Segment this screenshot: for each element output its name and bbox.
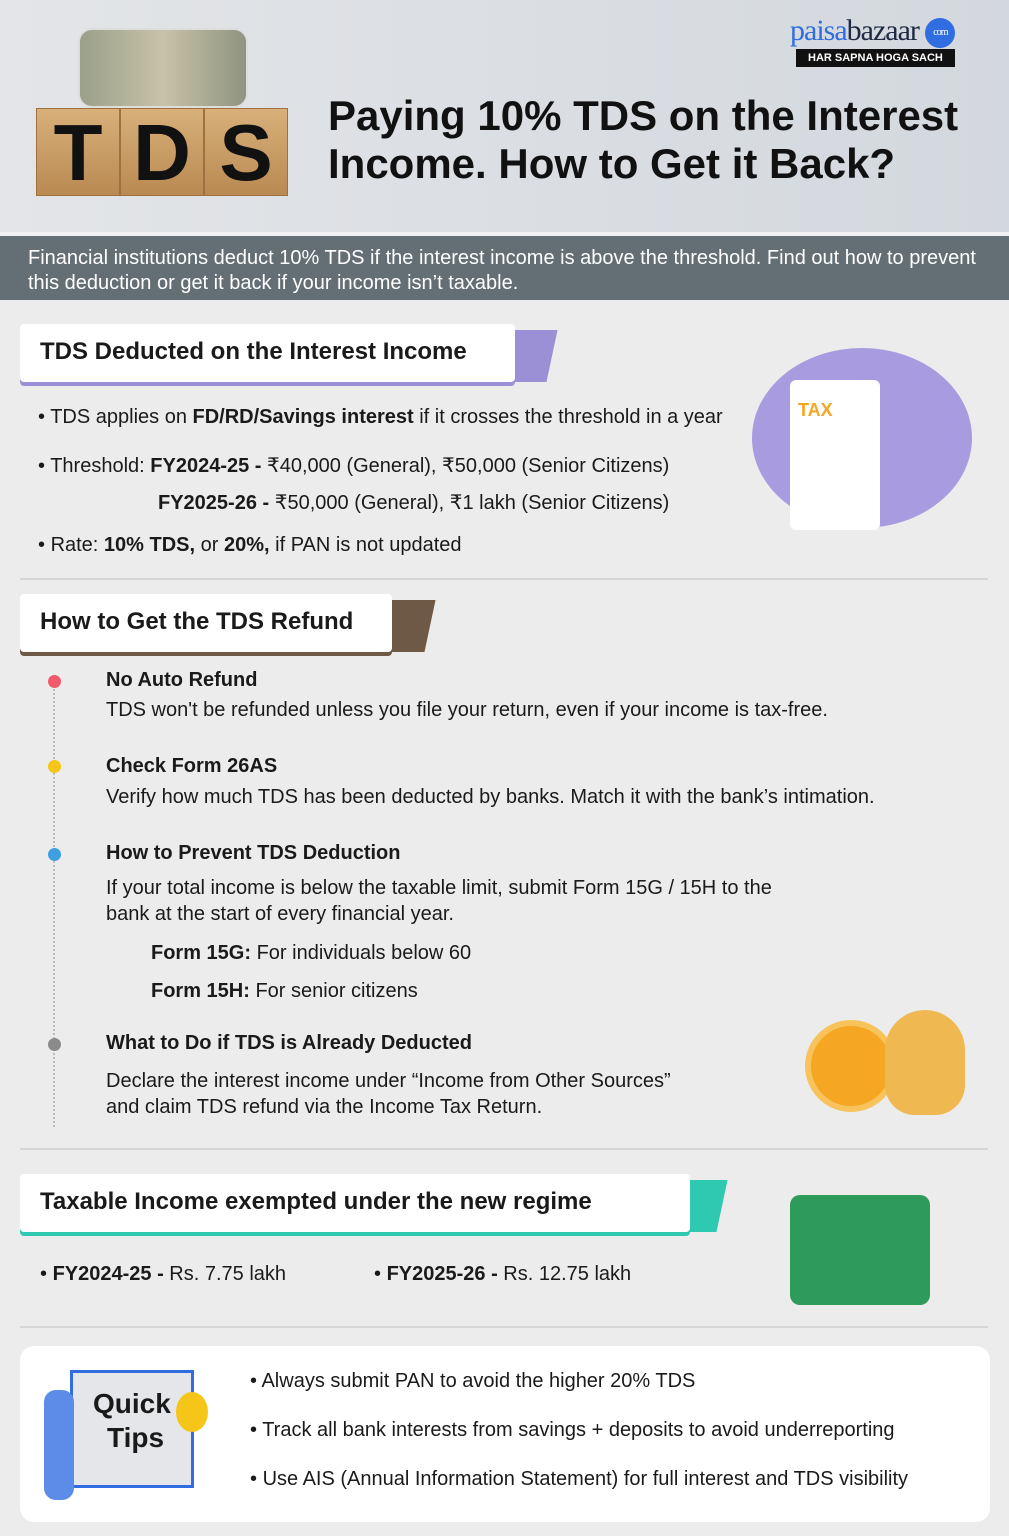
intro-band: Financial institutions deduct 10% TDS if the interest income is above the threshold. Find out how to prevent this deduction or get it back if your income isn’t taxable.	[0, 232, 1009, 300]
rupee-coin-illustration	[805, 1020, 897, 1112]
bullet-applies: • TDS applies on FD/RD/Savings interest if it crosses the threshold in a year	[38, 406, 723, 428]
logo-text: paisa	[790, 14, 847, 47]
block-letter: D	[120, 108, 204, 196]
money-bag-illustration	[885, 1010, 965, 1115]
exempt-fy2526: • FY2025-26 - Rs. 12.75 lakh	[374, 1263, 632, 1285]
divider	[20, 1326, 988, 1328]
timeline-line	[53, 682, 55, 1127]
currency-roll-image	[78, 28, 248, 108]
tip-item: • Use AIS (Annual Information Statement) for full interest and TDS visibility	[250, 1468, 909, 1490]
logo-tagline: HAR SAPNA HOGA SACH	[796, 49, 955, 67]
woman-illustration	[44, 1390, 74, 1500]
timeline-dot	[48, 675, 61, 688]
block-letter: T	[36, 108, 120, 196]
section-heading-tds-deducted: TDS Deducted on the Interest Income	[20, 324, 515, 382]
form-15g: Form 15G: For individuals below 60	[151, 942, 472, 964]
timeline-dot	[48, 848, 61, 861]
step-text: Verify how much TDS has been deducted by banks. Match it with the bank’s intimation.	[106, 786, 875, 808]
title-line: Income. How to Get it Back?	[328, 140, 896, 187]
badge-text: Quick	[93, 1388, 171, 1419]
cash-stack-illustration	[790, 1195, 930, 1305]
section-heading-refund: How to Get the TDS Refund	[20, 594, 392, 652]
threshold-fy2526: FY2025-26 - ₹50,000 (General), ₹1 lakh (Senior Citizens)	[158, 492, 670, 514]
tax-document-icon: TAX	[790, 380, 880, 530]
tip-item: • Always submit PAN to avoid the higher 20% TDS	[250, 1370, 696, 1392]
step-text: Declare the interest income under “Income from Other Sources” and claim TDS refund via the Income Tax Return.	[106, 1070, 671, 1118]
quick-tips-badge	[70, 1370, 194, 1488]
badge-text: Tips	[107, 1422, 165, 1453]
step-title: What to Do if TDS is Already Deducted	[106, 1032, 472, 1054]
step-text: TDS won't be refunded unless you file your return, even if your income is tax-free.	[106, 699, 828, 721]
block-letter: S	[204, 108, 288, 196]
divider	[20, 578, 988, 580]
step-title: How to Prevent TDS Deduction	[106, 842, 401, 864]
logo-com-badge: com	[925, 18, 955, 48]
bullet-threshold: • Threshold: FY2024-25 - ₹40,000 (General), ₹50,000 (Senior Citizens)	[38, 455, 670, 477]
title-line: Paying 10% TDS on the Interest	[328, 92, 959, 139]
step-title: No Auto Refund	[106, 669, 258, 691]
timeline-dot	[48, 1038, 61, 1051]
timeline-dot	[48, 760, 61, 773]
step-text: If your total income is below the taxable limit, submit Form 15G / 15H to the bank at the start of every financial year.	[106, 877, 772, 925]
lightbulb-icon	[176, 1392, 208, 1432]
bullet-rate: • Rate: 10% TDS, or 20%, if PAN is not updated	[38, 534, 462, 556]
exempt-fy2425: • FY2024-25 - Rs. 7.75 lakh	[40, 1263, 287, 1285]
tds-blocks-image	[36, 108, 288, 196]
page-title	[328, 92, 958, 188]
paisabazaar-logo	[790, 14, 955, 67]
tip-item: • Track all bank interests from savings + deposits to avoid underreporting	[250, 1419, 895, 1441]
section-heading-exempted: Taxable Income exempted under the new regime	[20, 1174, 690, 1232]
step-title: Check Form 26AS	[106, 755, 278, 777]
form-15h: Form 15H: For senior citizens	[151, 980, 418, 1002]
logo-text: bazaar	[846, 14, 919, 47]
divider	[20, 1148, 988, 1150]
